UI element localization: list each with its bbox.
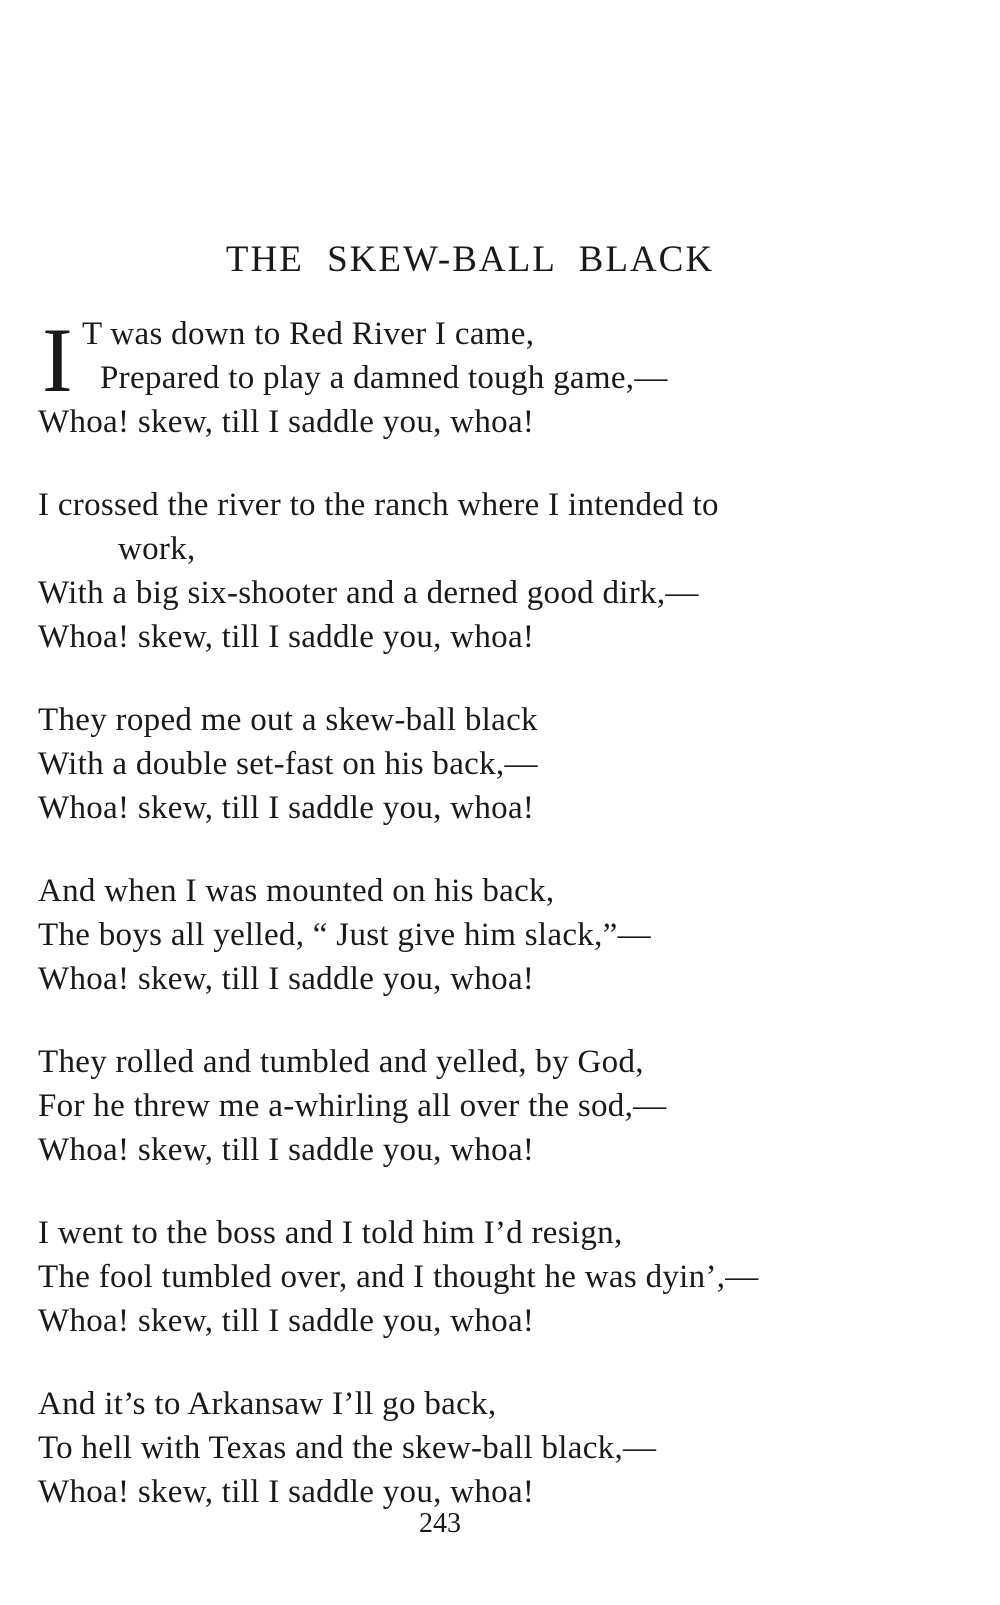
poem-line-continuation: work, (118, 531, 196, 567)
refrain-line: Whoa! skew, till I saddle you, whoa! (38, 1303, 535, 1339)
poem-line: They roped me out a skew-ball black (38, 702, 538, 738)
poem-line: With a double set-fast on his back,— (38, 746, 538, 782)
stanza-4 (38, 869, 938, 1001)
poem-line: I crossed the river to the ranch where I intended to (38, 487, 719, 523)
refrain-line: Whoa! skew, till I saddle you, whoa! (38, 790, 535, 826)
poem-line: For he threw me a-whirling all over the sod,— (38, 1088, 667, 1124)
poem-line: I went to the boss and I told him I’d resign, (38, 1215, 623, 1251)
refrain-line: Whoa! skew, till I saddle you, whoa! (38, 961, 535, 997)
poem-line: The fool tumbled over, and I thought he was dyin’,— (38, 1259, 759, 1295)
poem-line: With a big six-shooter and a derned good dirk,— (38, 575, 699, 611)
drop-cap: I (42, 309, 73, 411)
stanza-5 (38, 1040, 938, 1172)
poem-line: The boys all yelled, “ Just give him slack,”— (38, 917, 651, 953)
poem-line: Prepared to play a damned tough game,— (100, 360, 668, 396)
refrain-line: Whoa! skew, till I saddle you, whoa! (38, 1132, 535, 1168)
refrain-line: Whoa! skew, till I saddle you, whoa! (38, 404, 535, 440)
poem-line: And when I was mounted on his back, (38, 873, 555, 909)
page-number: 243 (419, 1508, 461, 1539)
poem-title: THE SKEW-BALL BLACK (225, 239, 715, 280)
refrain-line: Whoa! skew, till I saddle you, whoa! (38, 619, 535, 655)
stanza-6 (38, 1211, 938, 1343)
poem-line: To hell with Texas and the skew-ball black,— (38, 1430, 657, 1466)
stanza-2 (38, 483, 938, 659)
poem-line: And it’s to Arkansaw I’ll go back, (38, 1386, 497, 1422)
poem-body (38, 309, 938, 1553)
refrain-line: Whoa! skew, till I saddle you, whoa! (38, 1474, 535, 1510)
poem-line: T was down to Red River I came, (82, 316, 535, 352)
stanza-7 (38, 1382, 938, 1514)
stanza-3 (38, 698, 938, 830)
poem-line: They rolled and tumbled and yelled, by God, (38, 1044, 644, 1080)
stanza-1 (38, 309, 938, 444)
